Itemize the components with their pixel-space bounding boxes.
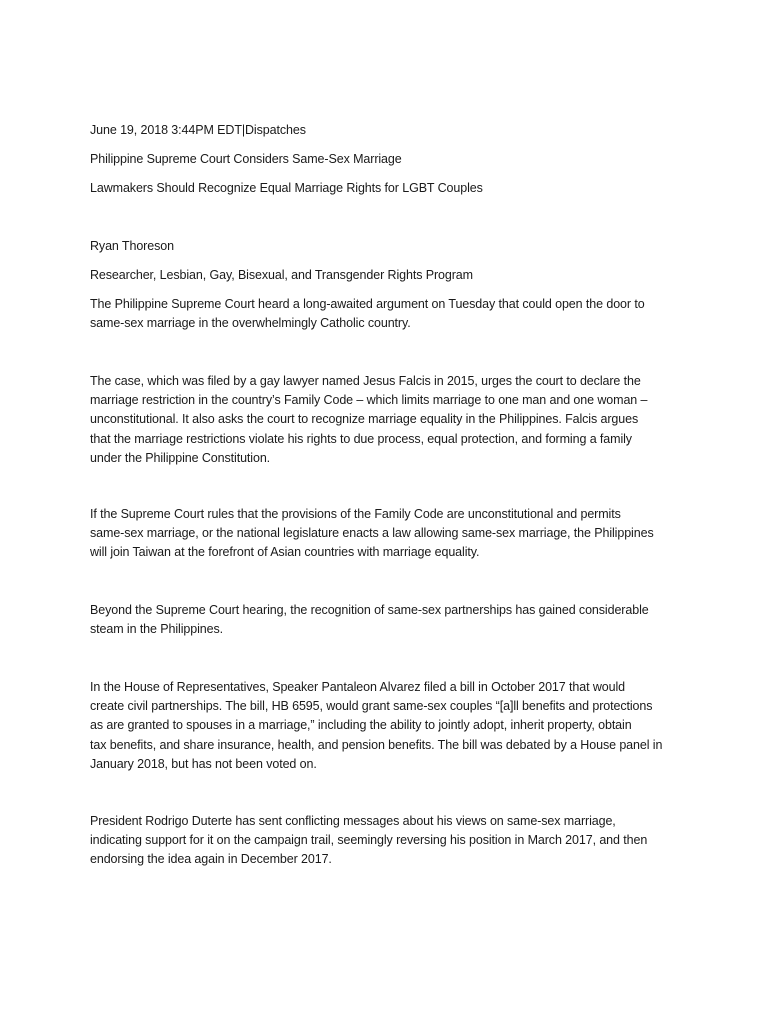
author-role: Researcher, Lesbian, Gay, Bisexual, and Transgender Rights Program xyxy=(90,268,473,282)
paragraph-6 xyxy=(90,812,690,870)
paragraph-line: endorsing the idea again in December 2017. xyxy=(90,852,332,867)
paragraph-line: indicating support for it on the campaign trail, seemingly reversing his position in March 2017, and then xyxy=(90,833,648,848)
article-subtitle: Lawmakers Should Recognize Equal Marriage Rights for LGBT Couples xyxy=(90,181,483,195)
paragraph-line: that the marriage restrictions violate his rights to due process, equal protection, and forming a family xyxy=(90,431,632,446)
paragraph-line: tax benefits, and share insurance, health, and pension benefits. The bill was debated by a House panel in xyxy=(90,737,663,752)
paragraph-line: marriage restriction in the country’s Family Code – which limits marriage to one man and one woman – xyxy=(90,393,648,408)
paragraph-line: under the Philippine Constitution. xyxy=(90,450,271,465)
dateline: June 19, 2018 3:44PM EDT|Dispatches xyxy=(90,123,306,137)
paragraph-line: same-sex marriage in the overwhelmingly Catholic country. xyxy=(90,316,411,331)
paragraph-line: unconstitutional. It also asks the court to recognize marriage equality in the Philippines. Falcis argues xyxy=(90,412,639,427)
paragraph-line: President Rodrigo Duterte has sent conflicting messages about his views on same-sex marriage, xyxy=(90,814,616,828)
paragraph-line: same-sex marriage, or the national legislature enacts a law allowing same-sex marriage, the Philippines xyxy=(90,526,654,541)
paragraph-line: as are granted to spouses in a marriage,” including the ability to jointly adopt, inherit property, obtain xyxy=(90,718,632,733)
paragraph-line: will join Taiwan at the forefront of Asian countries with marriage equality. xyxy=(90,545,480,560)
paragraph-line: The case, which was filed by a gay lawyer named Jesus Falcis in 2015, urges the court to declare the xyxy=(90,374,641,388)
paragraph-3 xyxy=(90,505,690,563)
author-name: Ryan Thoreson xyxy=(90,239,174,253)
paragraph-4 xyxy=(90,601,690,639)
paragraph-line: create civil partnerships. The bill, HB 6595, would grant same-sex couples “[a]ll benefits and protections xyxy=(90,699,653,714)
paragraph-line: The Philippine Supreme Court heard a long-awaited argument on Tuesday that could open the door to xyxy=(90,297,645,311)
paragraph-line: Beyond the Supreme Court hearing, the recognition of same-sex partnerships has gained considerable xyxy=(90,603,649,617)
paragraph-line: January 2018, but has not been voted on. xyxy=(90,756,317,771)
paragraph-line: steam in the Philippines. xyxy=(90,622,223,637)
paragraph-2 xyxy=(90,372,690,468)
paragraph-1 xyxy=(90,295,690,333)
paragraph-line: In the House of Representatives, Speaker Pantaleon Alvarez filed a bill in October 2017 that would xyxy=(90,680,625,694)
paragraph-5 xyxy=(90,678,690,774)
article-title: Philippine Supreme Court Considers Same-Sex Marriage xyxy=(90,152,402,166)
paragraph-line: If the Supreme Court rules that the provisions of the Family Code are unconstitutional and permits xyxy=(90,507,621,521)
